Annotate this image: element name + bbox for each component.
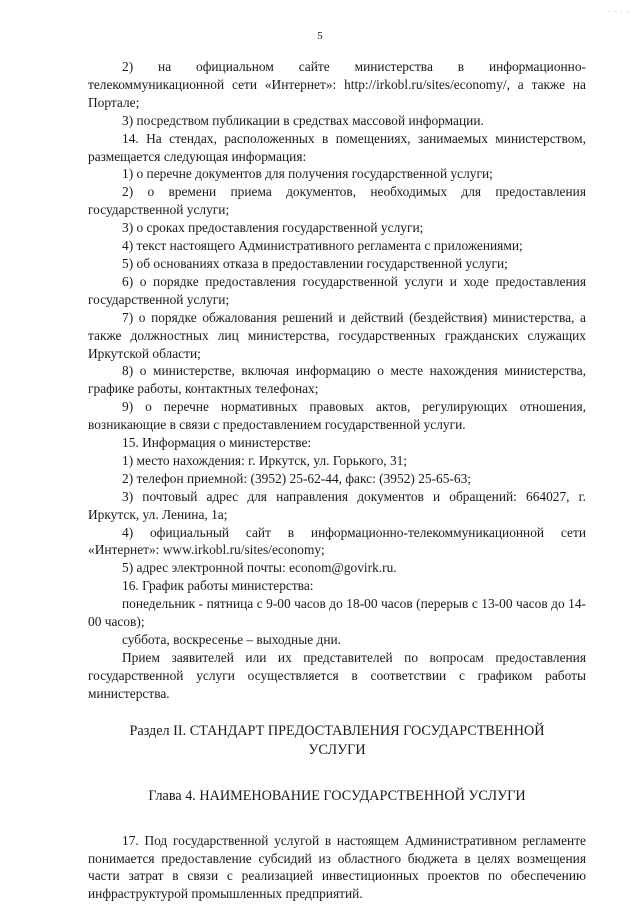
paragraph: 16. График работы министерства:	[122, 578, 314, 594]
paragraph: 3) о сроках предоставления государственной услуги;	[122, 220, 424, 236]
paragraph: понедельник - пятница с 9-00 часов до 18-00 часов (перерыв с 13-00 часов до 14-00 часов);	[88, 596, 586, 630]
paragraph: 9) о перечне нормативных правовых актов, регулирующих отношения, возникающие в связи с предоставлением государственной услуги.	[88, 399, 586, 433]
section-heading-line: УСЛУГИ	[308, 741, 366, 758]
section-heading	[88, 722, 586, 760]
paragraph: 5) адрес электронной почты: econom@govirk.ru.	[122, 560, 397, 576]
paragraph: 17. Под государственной услугой в настоящем Административном регламенте понимается предоставление субсидий из областного бюджета в целях возмещения части затрат в связи с реализацией инвестиционных проектов по обеспечению инфраструктурой промышленных предприятий.	[88, 832, 586, 902]
paragraph: 2) на официальном сайте министерства в информационно-телекоммуникационной сети «Интернет»: http://irkobl.ru/sites/economy/, а также на Портале;	[88, 59, 586, 110]
page-number: 5	[317, 30, 323, 42]
document-body	[88, 58, 586, 903]
paragraph: 6) о порядке предоставления государственной услуги и ходе предоставления государственной услуги;	[88, 273, 586, 307]
paragraph: 2) телефон приемной: (3952) 25-62-44, факс: (3952) 25-65-63;	[122, 470, 472, 486]
paragraph: 3) посредством публикации в средствах массовой информации.	[122, 112, 484, 128]
paragraph: 8) о министерстве, включая информацию о месте нахождения министерства, графике работы, контактных телефонах;	[88, 363, 586, 397]
paragraph: 2) о времени приема документов, необходимых для предоставления государственной услуги;	[88, 184, 586, 218]
paragraph: 3) почтовый адрес для направления документов и обращений: 664027, г. Иркутск, ул. Ленина, 1а;	[88, 488, 586, 522]
paragraph: 5) об основаниях отказа в предоставлении государственной услуги;	[122, 255, 508, 271]
paragraph: 4) текст настоящего Административного регламента с приложениями;	[122, 238, 523, 254]
paragraph: 14. На стендах, расположенных в помещениях, занимаемых министерством, размещается следующая информация:	[88, 130, 586, 164]
paragraph: суббота, воскресенье – выходные дни.	[122, 632, 341, 647]
paragraph: 4) официальный сайт в информационно-телекоммуникационной сети «Интернет»: www.irkobl.ru/sites/economy;	[88, 524, 586, 558]
paragraph: 1) о перечне документов для получения государственной услуги;	[122, 166, 493, 182]
paragraph: 1) место нахождения: г. Иркутск, ул. Горького, 31;	[122, 452, 408, 468]
corner-mark: · · · ·	[608, 8, 630, 16]
paragraph: 7) о порядке обжалования решений и действий (бездействия) министерства, а также должностных лиц министерства, государственных гражданских служащих Иркутской области;	[88, 309, 586, 361]
paragraph: 15. Информация о министерстве:	[122, 435, 312, 451]
section-heading-line: Раздел II. СТАНДАРТ ПРЕДОСТАВЛЕНИЯ ГОСУДАРСТВЕННОЙ	[129, 722, 545, 739]
chapter-heading: Глава 4. НАИМЕНОВАНИЕ ГОСУДАРСТВЕННОЙ УСЛУГИ	[148, 787, 526, 804]
paragraph: Прием заявителей или их представителей по вопросам предоставления государственной услуги осуществляется в соответствии с графиком работы министерства.	[88, 649, 586, 701]
